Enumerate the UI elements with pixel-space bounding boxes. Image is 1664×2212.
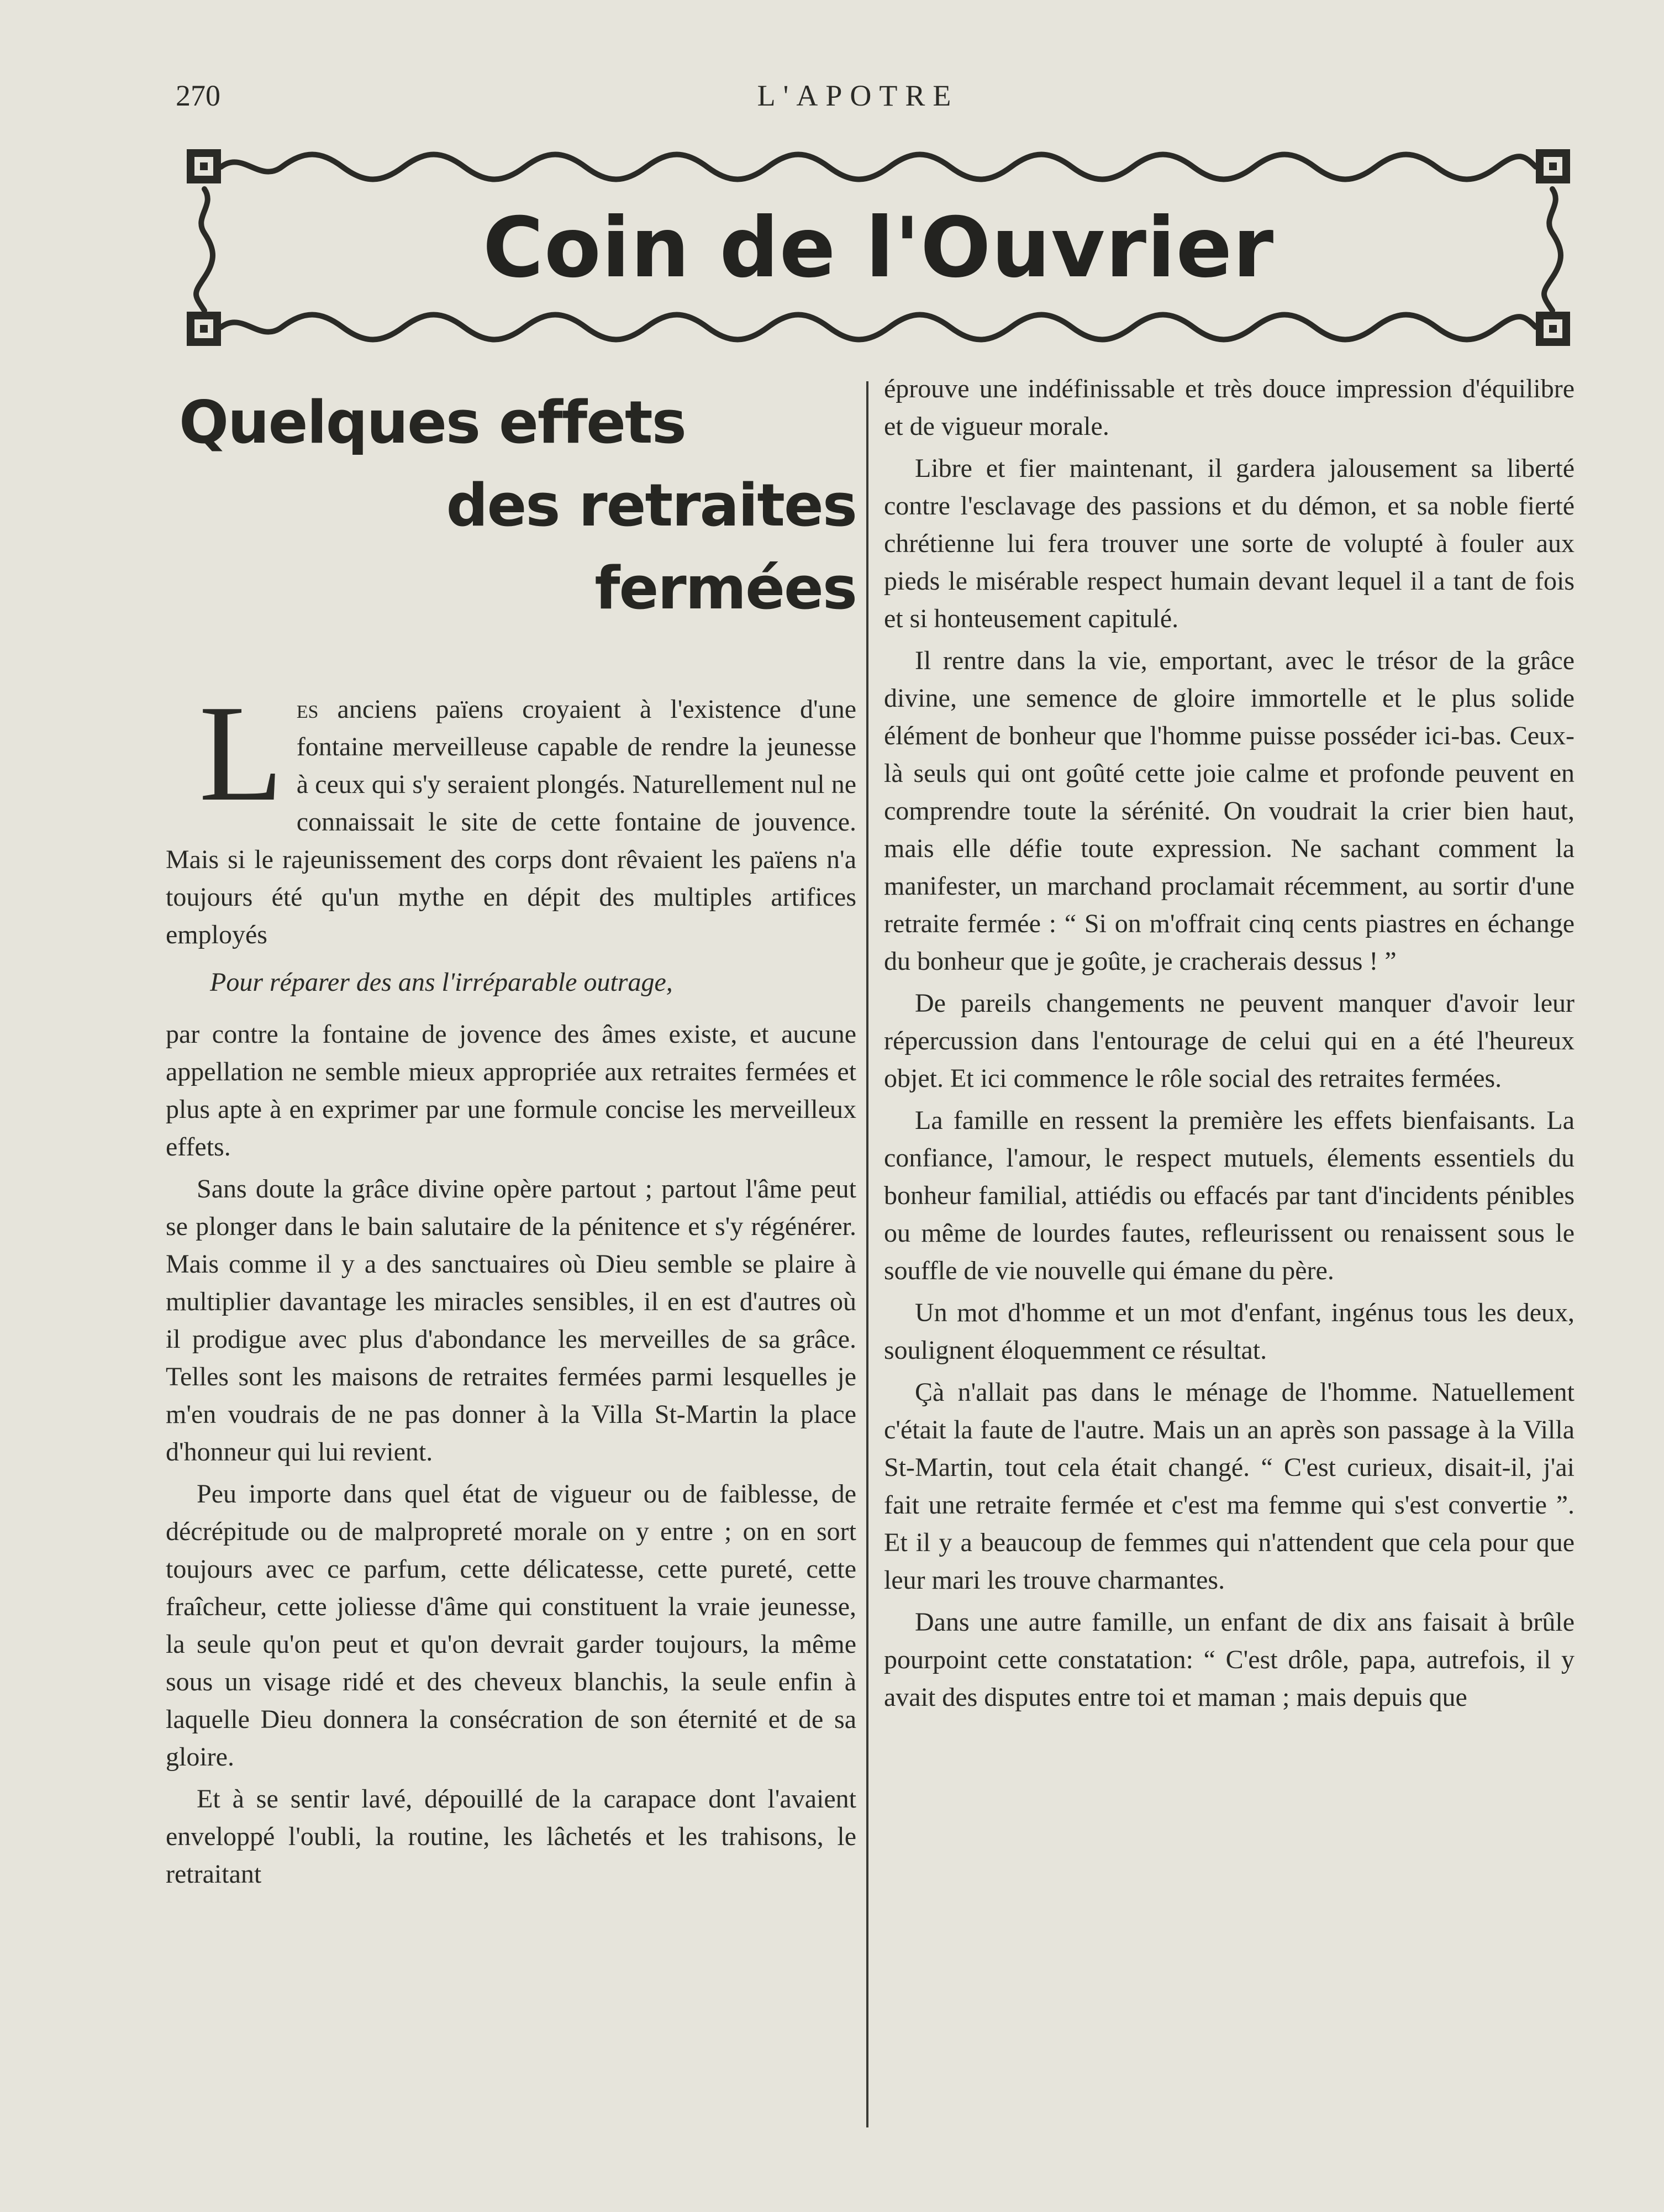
drop-cap: L [199,677,283,830]
article-title-line2: des retraites fermées [446,471,856,622]
article-title-line1: Quelques effets [179,388,686,456]
article-title [179,381,856,630]
left-column [166,370,856,1898]
page-number: 270 [176,79,220,112]
paragraph-7: Libre et fier maintenant, il gardera jalousement sa liberté contre l'esclavage des passions et du démon, et sa noble fierté chrétienne lui fera trouver une sorte de volupté à fouler aux pieds le misérable respect humain devant lequel il a tant de fois et si honteusement capitulé. [884,454,1575,633]
paragraph-1-text: anciens païens croyaient à l'existence d'une fontaine merveilleuse capable de rendre la jeunesse à ceux qui s'y seraient plongés. Naturellement nul ne connaissait le site de cette fontaine de jouvence. Mais si le rajeunissement des corps dont rêvaient les païens n'a toujours été qu'un mythe en dépit des multiples artifices employés [166,695,856,949]
paragraph-9: De pareils changements ne peuvent manquer d'avoir leur répercussion dans l'entourage de celui qui en a été l'heureux objet. Et ici commence le rôle social des retraites fermées. [884,989,1575,1093]
paragraph-1-smallcaps: es [296,695,319,724]
verse-quote: Pour réparer des ans l'irréparable outrage, [210,968,673,997]
running-head [176,78,1540,117]
paragraph-2: par contre la fontaine de jovence des âmes existe, et aucune appellation ne semble mieux appropriée aux retraites fermées et plus apte à en exprimer par une formule concise les merveilleux effets. [166,1020,856,1162]
paragraph-1 [166,677,856,954]
right-column [884,370,1575,1721]
paragraph-8: Il rentre dans la vie, emportant, avec le trésor de la grâce divine, une semence de gloire immortelle et le plus solide élément de bonheur que l'homme puisse posséder ici-bas. Ceux-là seuls qui ont goûté cette joie calme et profonde peuvent en comprendre toute la sérénité. On voudrait la crier bien haut, mais elle défie toute expression. Ne sachant comment la manifester, un marchand proclamait récemment, au sortir d'une retraite fermée : “ Si on m'offrait cinq cents piastres en échange du bonheur que je goûte, je cracherais dessus ! ” [884,646,1575,976]
paragraph-12: Çà n'allait pas dans le ménage de l'homme. Natuellement c'était la faute de l'autre. Mais un an après son passage à la Villa St-Martin, tout cela était changé. “ C'est curieux, disait-il, j'ai fait une retraite fermée et c'est ma femme qui s'est convertie ”. Et il y a beaucoup de femmes qui n'attendent que cela pour que leur mari les trouve charmantes. [884,1378,1575,1595]
paragraph-11: Un mot d'homme et un mot d'enfant, ingénus tous les deux, soulignent éloquemment ce résultat. [884,1298,1575,1365]
paragraph-5: Et à se sentir lavé, dépouillé de la carapace dont l'avaient enveloppé l'oubli, la routine, les lâchetés et les trahisons, le retraitant [166,1784,856,1889]
paragraph-4: Peu importe dans quel état de vigueur ou de faiblesse, de décrépitude ou de malpropreté morale on y entre ; on en sort toujours avec ce parfum, cette délicatesse, cette pureté, cette fraîcheur, cette joliesse d'âme qui constituent la vraie jeunesse, la seule qu'on peut et qu'on devrait garder toujours, la même sous un visage ridé et des cheveux blanchis, la seule enfin à laquelle Dieu donnera la consécration de son éternité et de sa gloire. [166,1479,856,1772]
paragraph-3: Sans doute la grâce divine opère partout ; partout l'âme peut se plonger dans le bain salutaire de la pénitence et s'y régénérer. Mais comme il y a des sanctuaires où Dieu semble se plaire à multiplier davantage les miracles sensibles, il en est d'autres où il prodigue avec plus d'abondance les merveilles de sa grâce. Telles sont les maisons de retraites fermées parmi lesquelles je m'en voudrais de ne pas donner à la Villa St-Martin la place d'honneur qui lui revient. [166,1174,856,1467]
paragraph-6: éprouve une indéfinissable et très douce impression d'équilibre et de vigueur morale. [884,374,1575,441]
journal-title: L'APOTRE [757,79,959,112]
column-divider [866,381,868,2127]
section-title: Coin de l'Ouvrier [482,200,1275,296]
section-banner [182,145,1575,355]
paragraph-13: Dans une autre famille, un enfant de dix ans faisait à brûle pourpoint cette constatation: “ C'est drôle, papa, autrefois, il y avait des disputes entre toi et maman ; mais depuis que [884,1607,1575,1712]
paragraph-10: La famille en ressent la première les effets bienfaisants. La confiance, l'amour, le respect mutuels, élements essentiels du bonheur familial, attiédis ou effacés par tant d'incidents pénibles ou même de lourdes fautes, refleurissent ou renaissent sous le souffle de vie nouvelle qui émane du père. [884,1106,1575,1285]
